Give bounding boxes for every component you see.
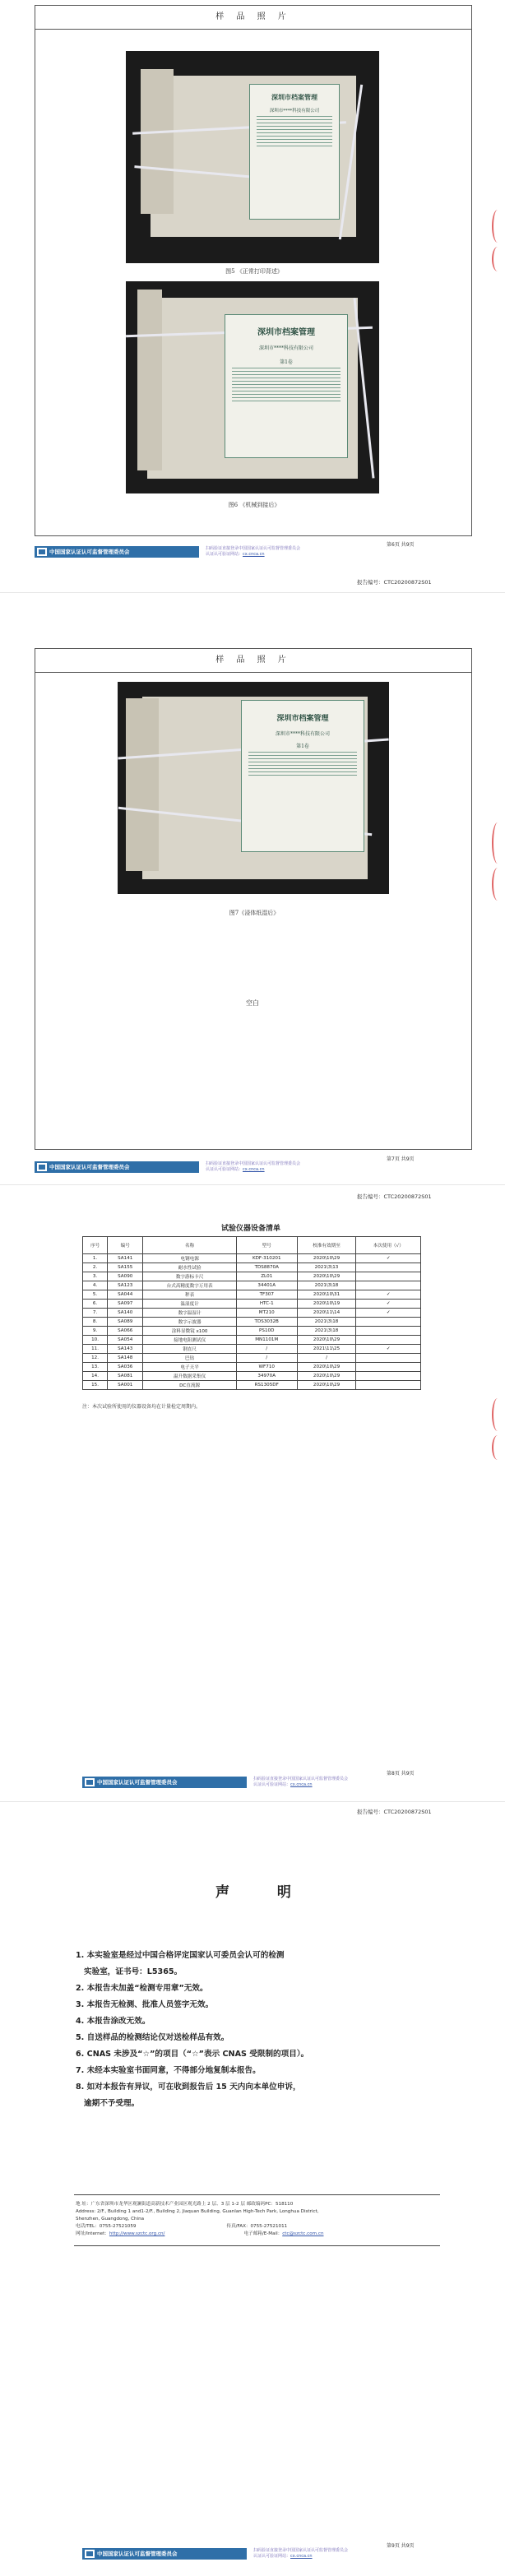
seal-mark	[492, 247, 503, 271]
table-row	[83, 1327, 421, 1336]
table-cell: WF710	[236, 1363, 297, 1372]
table-cell: /	[236, 1354, 297, 1363]
address-block: 地 址：广东省深圳市龙华区观澜街道高新技术产业园区观光路上 2 层、3 层 1-2 层 邮政编码PC：518110 Address: 2/F., Building 1 and1-2/F., Building 2, Jiaquan Building, Guanlan High-Tech Park, Longhua District, Shenzhen, Guangdong, China 电话/TEL：0755-27521059 传真/FAX：0755-27521011 网址/Internet：http://www.szctc.org.cn/ 电子邮箱/E-Mail：ctc@szctc.com.cn	[76, 2201, 438, 2238]
seal-mark	[492, 210, 503, 243]
archive-box-label-wet	[241, 700, 364, 852]
seal-mark	[492, 822, 503, 864]
equipment-table	[82, 1236, 421, 1390]
cnca-link[interactable]: cx.cnca.cn	[243, 552, 265, 557]
table-cell	[356, 1363, 421, 1372]
table-row	[83, 1309, 421, 1318]
seal-mark	[492, 868, 503, 901]
table-cell: 15.	[83, 1381, 108, 1390]
table-cell: 温湿度计	[143, 1300, 237, 1309]
table-cell: 温升数据采集仪	[143, 1372, 237, 1381]
table-cell: KDF-310201	[236, 1254, 297, 1263]
declaration-item: 7. 未经本实验室书面同意，不得部分地复制本报告。	[76, 2066, 261, 2075]
equipment-title: 试验仪器设备清单	[220, 1225, 280, 1233]
table-cell: 数字游标卡尺	[143, 1272, 237, 1281]
table-cell: SA140	[108, 1309, 143, 1318]
declaration-item: 逾期不予受理。	[76, 2099, 140, 2108]
cnca-verify-text: 扫码验证直接登录中国国家认证认可监督管理委员会 认证认可验证网站：cx.cnca.cn	[253, 1777, 349, 1787]
page-marker: 第9页 共9页	[387, 2543, 415, 2549]
seal-mark	[492, 1435, 503, 1460]
table-cell: 数字温湿计	[143, 1309, 237, 1318]
photo-caption-5: 图5 《正常打印背述》	[225, 268, 283, 275]
label-company-wet: 深圳市****科技有限公司	[275, 731, 330, 737]
table-cell: RS1305DF	[236, 1381, 297, 1390]
table-row	[83, 1354, 421, 1363]
table-cell: ✓	[356, 1290, 421, 1300]
table-cell	[356, 1381, 421, 1390]
table-cell: ZL01	[236, 1272, 297, 1281]
label-title-large: 深圳市档案管理	[257, 328, 315, 337]
cnca-logo: 中国国家认证认可监督管理委员会	[82, 2548, 247, 2560]
table-row	[83, 1372, 421, 1381]
table-row	[83, 1300, 421, 1309]
table-cell: TF307	[236, 1290, 297, 1300]
table-cell: 耐水性试验	[143, 1263, 237, 1272]
table-cell: 12.	[83, 1354, 108, 1363]
table-cell: 2020\10\29	[297, 1254, 356, 1263]
photo-frame-2	[35, 648, 472, 1150]
table-cell	[356, 1318, 421, 1327]
table-cell: SA123	[108, 1281, 143, 1290]
cnca-link[interactable]: cx.cnca.cn	[290, 2554, 313, 2559]
table-cell	[356, 1263, 421, 1272]
email-link[interactable]: ctc@szctc.com.cn	[282, 2231, 324, 2236]
report-number: 报告编号：CTC20200872S01	[357, 579, 432, 586]
report-number: 报告编号：CTC20200872S01	[357, 1193, 432, 1200]
label-volume-wet: 第1卷	[296, 744, 309, 749]
table-cell: SA081	[108, 1372, 143, 1381]
table-cell: 5.	[83, 1290, 108, 1300]
page-marker: 第7页 共9页	[387, 1156, 415, 1162]
sample-photo-5	[126, 51, 379, 263]
table-cell: 2020\10\29	[297, 1336, 356, 1345]
label-title: 深圳市档案管理	[271, 93, 317, 101]
table-cell: /	[236, 1345, 297, 1354]
photo-caption-6: 图6 《机械到接后》	[228, 502, 280, 508]
address-en-2: Shenzhen, Guangdong, China	[76, 2217, 145, 2222]
cnca-verify-text: 扫码验证直接登录中国国家认证认可监督管理委员会 认证认可验证网站：cx.cnca.cn	[253, 2548, 349, 2559]
col-calibration: 校准有效期至	[297, 1237, 356, 1254]
table-cell: 2021\3\18	[297, 1281, 356, 1290]
table-cell: 2020\10\19	[297, 1300, 356, 1309]
table-cell: SA054	[108, 1336, 143, 1345]
table-cell: 电子天平	[143, 1363, 237, 1372]
table-cell	[356, 1281, 421, 1290]
label-company-large: 深圳市****科技有限公司	[258, 345, 313, 351]
page-marker: 第8页 共9页	[387, 1771, 415, 1777]
table-cell	[356, 1327, 421, 1336]
table-row	[83, 1281, 421, 1290]
page-marker: 第6页 共9页	[387, 542, 415, 548]
declaration-item: 6. CNAS 未涉及“☆”的项目（“☆”表示 CNAS 受限制的项目）。	[76, 2050, 309, 2059]
col-name: 名称	[143, 1237, 237, 1254]
equipment-note: 注：本次试验所使用的仪器设备均在计量检定周期内。	[82, 1404, 202, 1410]
report-number: 报告编号：CTC20200872S01	[357, 1809, 432, 1815]
table-cell: SA141	[108, 1254, 143, 1263]
table-cell: MT210	[236, 1309, 297, 1318]
declaration-item: 2. 本报告未加盖“检测专用章”无效。	[76, 1984, 208, 1993]
table-cell: ✓	[356, 1300, 421, 1309]
declaration-item: 4. 本报告涂改无效。	[76, 2017, 151, 2026]
sample-photo-6	[126, 281, 379, 493]
table-cell: 11.	[83, 1345, 108, 1354]
table-row	[83, 1254, 421, 1263]
cnca-logo: 中国国家认证认可监督管理委员会	[35, 546, 199, 558]
col-used: 本次使用（√）	[356, 1237, 421, 1254]
table-cell: 10.	[83, 1336, 108, 1345]
table-cell: ✓	[356, 1309, 421, 1318]
table-cell: SA001	[108, 1381, 143, 1390]
cnca-logo: 中国国家认证认可监督管理委员会	[82, 1777, 247, 1788]
blank-label: 空白	[246, 999, 259, 1007]
archive-box-label-large	[225, 314, 348, 458]
cnca-verify-text: 扫码验证直接登录中国国家认证认可监督管理委员会 认证认可验证网站：cx.cnca.cn	[206, 546, 301, 557]
table-cell: 2021\3\13	[297, 1263, 356, 1272]
table-cell: PS10D	[236, 1327, 297, 1336]
photo-frame-1	[35, 5, 472, 536]
table-cell: 2021\3\18	[297, 1318, 356, 1327]
declaration-item: 实验室，证书号：L5365。	[76, 1967, 183, 1976]
table-cell: 9.	[83, 1327, 108, 1336]
table-cell: HTC-1	[236, 1300, 297, 1309]
label-company: 深圳市****科技有限公司	[269, 109, 320, 114]
table-cell: 电钢电源	[143, 1254, 237, 1263]
table-cell: 4.	[83, 1281, 108, 1290]
table-cell: 钢直尺	[143, 1345, 237, 1354]
table-cell: SA143	[108, 1345, 143, 1354]
table-cell: ✓	[356, 1345, 421, 1354]
seal-mark	[492, 1398, 503, 1431]
table-cell: 接地电阻测试仪	[143, 1336, 237, 1345]
table-cell: SA036	[108, 1363, 143, 1372]
table-cell	[356, 1272, 421, 1281]
table-cell: 3.	[83, 1272, 108, 1281]
table-cell: 2.	[83, 1263, 108, 1272]
table-row	[83, 1318, 421, 1327]
photo-frame-title: 样 品 照 片	[35, 6, 471, 30]
table-cell: 2020\10\29	[297, 1372, 356, 1381]
table-cell: TDS3032B	[236, 1318, 297, 1327]
table-cell: SA155	[108, 1263, 143, 1272]
table-cell: 13.	[83, 1363, 108, 1372]
table-cell	[356, 1354, 421, 1363]
declaration-title: 声 明	[215, 1884, 313, 1901]
declaration-item: 8. 如对本报告有异议，可在收到报告后 15 天内向本单位申诉，	[76, 2083, 301, 2092]
table-row	[83, 1263, 421, 1272]
table-cell: 6.	[83, 1300, 108, 1309]
table-cell: 34970A	[236, 1372, 297, 1381]
table-cell: MN1101M	[236, 1336, 297, 1345]
table-cell: SA090	[108, 1272, 143, 1281]
table-cell: 2020\10\29	[297, 1272, 356, 1281]
archive-box-label	[249, 84, 340, 220]
photo-caption-7: 图7《浸体纸湿后》	[229, 910, 280, 916]
table-cell: 8.	[83, 1318, 108, 1327]
photo-frame-title: 样 品 照 片	[35, 649, 471, 673]
address-cn: 地 址：广东省深圳市龙华区观澜街道高新技术产业园区观光路上 2 层、3 层 1-2 层 邮政编码PC：518110	[76, 2202, 294, 2207]
table-cell	[356, 1372, 421, 1381]
table-cell: 7.	[83, 1309, 108, 1318]
cnca-link[interactable]: cx.cnca.cn	[243, 1167, 265, 1172]
table-cell: 14.	[83, 1372, 108, 1381]
table-cell: SA097	[108, 1300, 143, 1309]
table-cell: 巴钻	[143, 1354, 237, 1363]
cnca-verify-text: 扫码验证直接登录中国国家认证认可监督管理委员会 认证认可验证网站：cx.cnca.cn	[206, 1161, 301, 1172]
declaration-item: 5. 自送样品的检测结论仅对送检样品有效。	[76, 2033, 229, 2042]
table-row	[83, 1290, 421, 1300]
table-cell: 2021\3\18	[297, 1327, 356, 1336]
table-cell: SA148	[108, 1354, 143, 1363]
table-cell: /	[297, 1354, 356, 1363]
table-cell: TDS8870A	[236, 1263, 297, 1272]
table-row	[83, 1336, 421, 1345]
declaration-item: 3. 本报告无检测、批准人员签字无效。	[76, 2000, 214, 2009]
declaration-item: 1. 本实验室是经过中国合格评定国家认可委员会认可的检测	[76, 1951, 285, 1960]
table-cell: SA066	[108, 1327, 143, 1336]
table-row	[83, 1345, 421, 1354]
cnca-logo: 中国国家认证认可监督管理委员会	[35, 1161, 199, 1173]
tel: 电话/TEL：0755-27521059	[76, 2224, 137, 2229]
table-cell: ✓	[356, 1254, 421, 1263]
cnca-link[interactable]: cx.cnca.cn	[290, 1782, 313, 1787]
sample-photo-7	[118, 682, 389, 894]
table-cell: 2020\10\29	[297, 1363, 356, 1372]
col-code: 编号	[108, 1237, 143, 1254]
website-link[interactable]: http://www.szctc.org.cn/	[109, 2231, 165, 2236]
table-cell: 2020\10\31	[297, 1290, 356, 1300]
table-cell: SA044	[108, 1290, 143, 1300]
table-cell	[356, 1336, 421, 1345]
table-cell: SA089	[108, 1318, 143, 1327]
table-cell: 台式高精度数字万用表	[143, 1281, 237, 1290]
table-row	[83, 1363, 421, 1372]
table-row	[83, 1272, 421, 1281]
table-cell: 涂料显微镜 x100	[143, 1327, 237, 1336]
table-header	[83, 1237, 421, 1254]
table-cell: 2021\11\25	[297, 1345, 356, 1354]
col-index: 序号	[83, 1237, 108, 1254]
label-volume-large: 第1卷	[280, 359, 293, 365]
table-row	[83, 1381, 421, 1390]
table-cell: DC直流源	[143, 1381, 237, 1390]
table-cell: 数字示波器	[143, 1318, 237, 1327]
table-cell: 2020\11\14	[297, 1309, 356, 1318]
table-cell: 秤表	[143, 1290, 237, 1300]
table-cell: 2020\10\29	[297, 1381, 356, 1390]
fax: 传真/FAX：0755-27521011	[226, 2224, 288, 2229]
address-en-1: Address: 2/F., Building 1 and1-2/F., Building 2, Jiaquan Building, Guanlan High-Tech Park, Longhua District,	[76, 2209, 319, 2214]
table-cell: 34401A	[236, 1281, 297, 1290]
col-model: 型号	[236, 1237, 297, 1254]
label-title-wet: 深圳市档案管理	[276, 715, 329, 723]
table-cell: 1.	[83, 1254, 108, 1263]
